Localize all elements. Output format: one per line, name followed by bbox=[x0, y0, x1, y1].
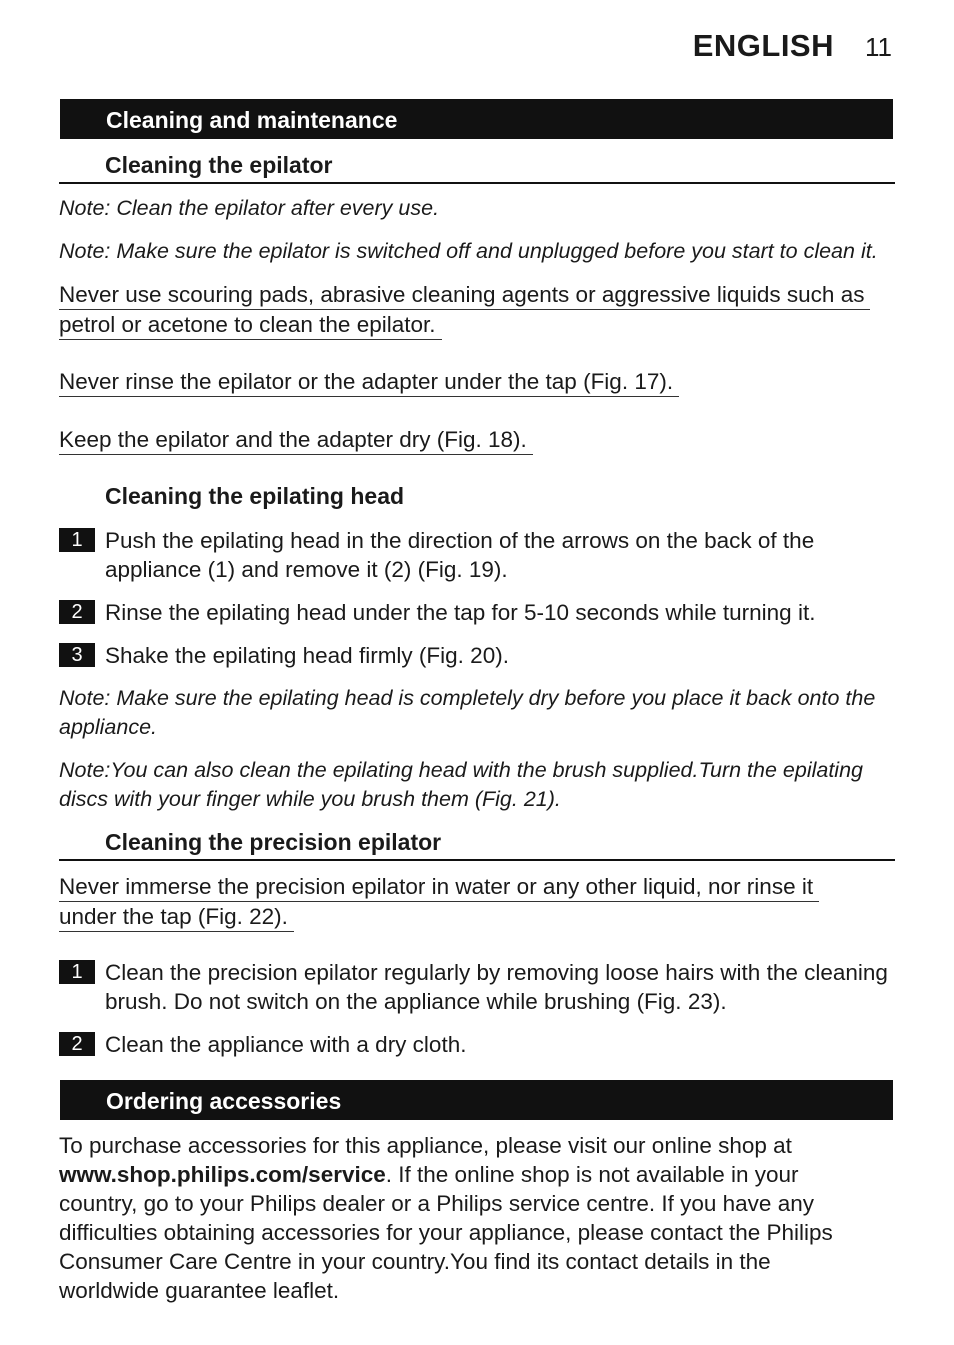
step-text: Clean the precision epilator regularly by removing loose hairs with the cleaning brush. Do not switch on the appliance while brushing (Fig. 23). bbox=[105, 960, 888, 1014]
step-number: 1 bbox=[59, 960, 95, 984]
step-item bbox=[59, 958, 895, 1016]
warning-line: Never immerse the precision epilator in water or any other liquid, nor rinse it bbox=[59, 872, 819, 902]
section-heading-cleaning-maintenance: Cleaning and maintenance bbox=[60, 99, 893, 139]
step-number: 2 bbox=[59, 1032, 95, 1056]
paragraph-text: . If the online shop is not available in your country, go to your Philips dealer or a Philips service centre. If you have any difficulties obtaining accessories for your appliance, please contact the Philips Consumer Care Centre in your country.You find its contact details in the worldwide guarantee leaflet. bbox=[59, 1162, 833, 1303]
warning-line: Never rinse the epilator or the adapter under the tap (Fig. 17). bbox=[59, 367, 679, 397]
step-item bbox=[59, 641, 895, 670]
step-text: Rinse the epilating head under the tap for 5-10 seconds while turning it. bbox=[105, 600, 816, 625]
warning-line: Never use scouring pads, abrasive cleaning agents or aggressive liquids such as bbox=[59, 280, 870, 310]
warning-keep-dry bbox=[59, 425, 533, 455]
note-switched-off: Note: Make sure the epilator is switched off and unplugged before you start to clean it. bbox=[59, 239, 878, 263]
step-text: Push the epilating head in the direction of the arrows on the back of the appliance (1) and remove it (2) (Fig. 19). bbox=[105, 528, 815, 582]
warning-line: petrol or acetone to clean the epilator. bbox=[59, 310, 442, 340]
note-clean-after-use: Note: Clean the epilator after every use. bbox=[59, 196, 440, 220]
step-item bbox=[59, 526, 895, 584]
subheading-cleaning-precision-epilator: Cleaning the precision epilator bbox=[59, 828, 895, 861]
warning-line: under the tap (Fig. 22). bbox=[59, 902, 294, 932]
step-text: Shake the epilating head firmly (Fig. 20). bbox=[105, 643, 509, 668]
step-item bbox=[59, 1030, 895, 1059]
step-text: Clean the appliance with a dry cloth. bbox=[105, 1032, 467, 1057]
step-number: 3 bbox=[59, 643, 95, 667]
subheading-cleaning-epilating-head: Cleaning the epilating head bbox=[105, 483, 405, 509]
step-number: 2 bbox=[59, 600, 95, 624]
warning-line: Keep the epilator and the adapter dry (Fig. 18). bbox=[59, 425, 533, 455]
ordering-paragraph bbox=[59, 1131, 849, 1305]
note-brush-supplied: Note:You can also clean the epilating head with the brush supplied.Turn the epilating discs with your finger while you brush them (Fig. 21). bbox=[59, 758, 864, 811]
step-number: 1 bbox=[59, 528, 95, 552]
language-label: ENGLISH bbox=[692, 28, 834, 63]
paragraph-text: To purchase accessories for this appliance, please visit our online shop at bbox=[59, 1133, 792, 1158]
note-completely-dry: Note: Make sure the epilating head is completely dry before you place it back onto the appliance. bbox=[59, 686, 876, 739]
subheading-cleaning-epilator: Cleaning the epilator bbox=[59, 151, 895, 184]
step-item bbox=[59, 598, 895, 627]
warning-never-rinse bbox=[59, 367, 679, 397]
warning-scouring-pads bbox=[59, 280, 870, 340]
warning-never-immerse bbox=[59, 872, 819, 932]
section-heading-ordering-accessories: Ordering accessories bbox=[60, 1080, 893, 1120]
page-number: 11 bbox=[865, 32, 892, 62]
shop-url-link[interactable]: www.shop.philips.com/service bbox=[59, 1162, 386, 1187]
